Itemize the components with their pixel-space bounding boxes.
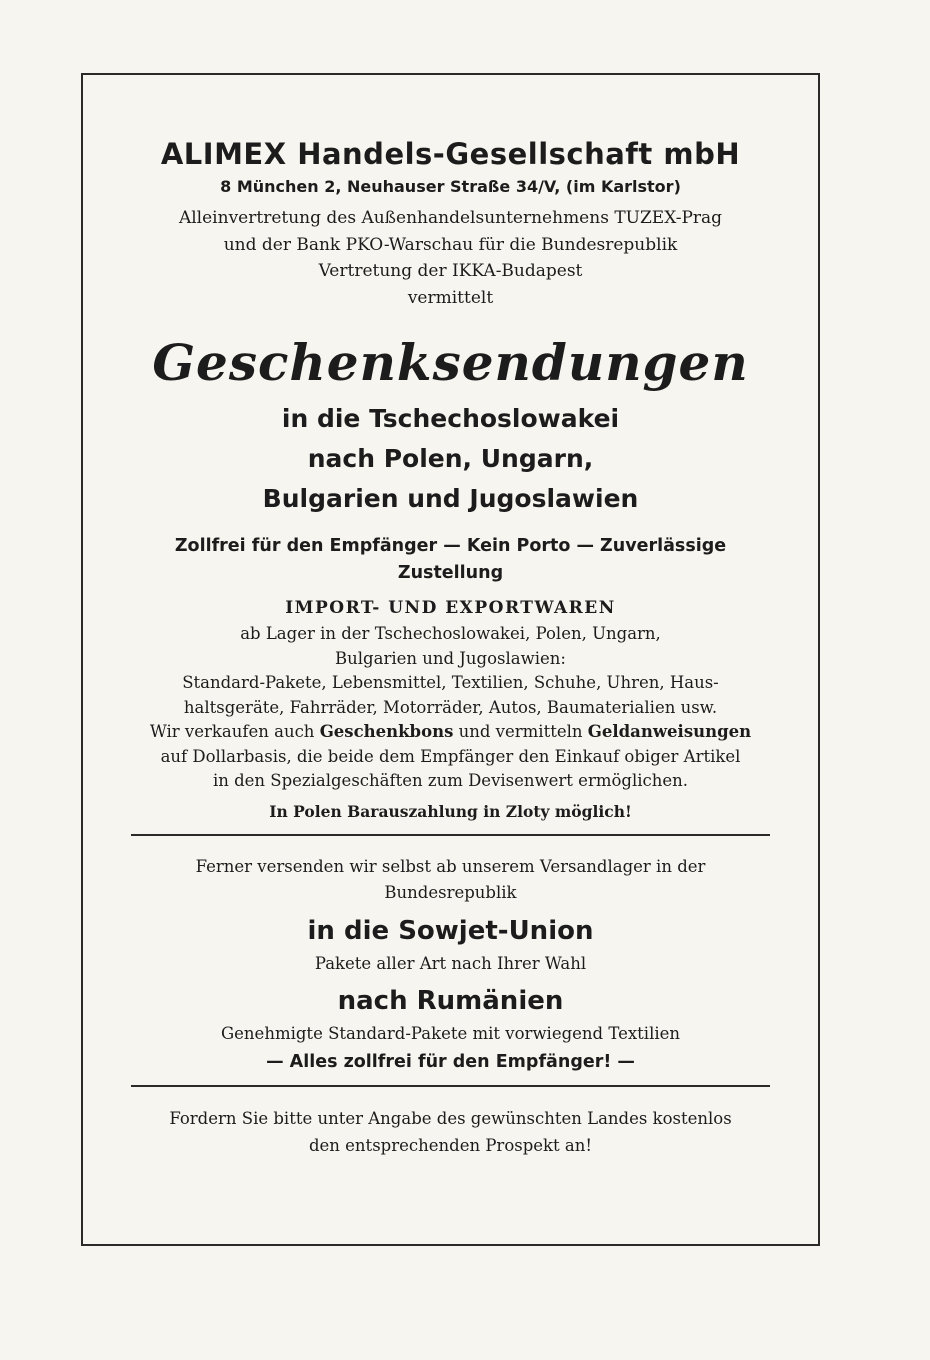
- soviet-text: Pakete aller Art nach Ihrer Wahl: [314, 953, 587, 973]
- company-name: ALIMEX Handels-Gesellschaft mbH: [160, 137, 741, 171]
- divider: [131, 834, 770, 836]
- advertisement-content: [133, 135, 768, 1159]
- representation-line: Vertretung der IKKA-Budapest: [318, 261, 583, 281]
- romania-text: Genehmigte Standard-Pakete mit vorwiegend Textilien: [220, 1023, 681, 1043]
- voucher-geschenkbons: Geschenkbons: [319, 722, 454, 741]
- closing-block: [133, 1105, 768, 1159]
- import-export-text: [133, 622, 768, 794]
- romania-heading: nach Rumänien: [337, 985, 564, 1016]
- representation-line: Alleinvertretung des Außenhandelsunternehmens TUZEX-Prag: [178, 208, 723, 228]
- voucher-text: und vermitteln: [453, 722, 588, 741]
- company-address: 8 München 2, Neuhauser Straße 34/V, (im Karlstor): [220, 177, 681, 196]
- voucher-line: auf Dollarbasis, die beide dem Empfänger den Einkauf obiger Artikel: [160, 746, 741, 766]
- representation-line: vermittelt: [407, 287, 494, 308]
- ferner-line: Bundesrepublik: [384, 883, 517, 902]
- countries-line: nach Polen, Ungarn,: [307, 444, 594, 473]
- countries-block: [133, 399, 768, 519]
- import-export-heading: IMPORT- UND EXPORTWAREN: [285, 598, 616, 618]
- import-line: ab Lager in der Tschechoslowakei, Polen, Ungarn,: [240, 624, 661, 643]
- voucher-line: [133, 720, 768, 745]
- closing-line: Fordern Sie bitte unter Angabe des gewünschten Landes kostenlos: [169, 1108, 732, 1128]
- zollfrei-line: Zollfrei für den Empfänger — Kein Porto — Zuverlässige: [174, 536, 727, 556]
- voucher-geldanweisungen: Geldanweisungen: [587, 722, 752, 741]
- import-line: Bulgarien und Jugoslawien:: [335, 648, 566, 668]
- zollfrei-line: Zustellung: [397, 563, 504, 583]
- divider: [131, 1085, 770, 1087]
- ferner-line: Ferner versenden wir selbst ab unserem Versandlager in der: [195, 856, 706, 876]
- ferner-block: [133, 854, 768, 907]
- countries-line: in die Tschechoslowakei: [281, 404, 620, 433]
- alles-zollfrei: — Alles zollfrei für den Empfänger! —: [266, 1051, 635, 1072]
- closing-line: den entsprechenden Prospekt an!: [308, 1135, 593, 1155]
- countries-line: Bulgarien und Jugoslawien: [262, 484, 639, 513]
- zollfrei-block: [133, 533, 768, 587]
- voucher-text: Wir verkaufen auch: [149, 722, 320, 741]
- soviet-heading: in die Sowjet-Union: [307, 915, 594, 946]
- voucher-line: in den Spezialgeschäften zum Devisenwert ermöglichen.: [212, 771, 689, 790]
- representation-line: und der Bank PKO-Warschau für die Bundesrepublik: [223, 234, 678, 255]
- import-line: haltsgeräte, Fahrräder, Motorräder, Autos, Baumaterialien usw.: [183, 697, 718, 717]
- import-line: Standard-Pakete, Lebensmittel, Textilien, Schuhe, Uhren, Haus-: [182, 673, 719, 692]
- zloty-note: In Polen Barauszahlung in Zloty möglich!: [269, 801, 632, 821]
- representation-block: [133, 205, 768, 311]
- headline-geschenksendungen: Geschenksendungen: [152, 333, 749, 392]
- advertisement-frame: [81, 73, 820, 1246]
